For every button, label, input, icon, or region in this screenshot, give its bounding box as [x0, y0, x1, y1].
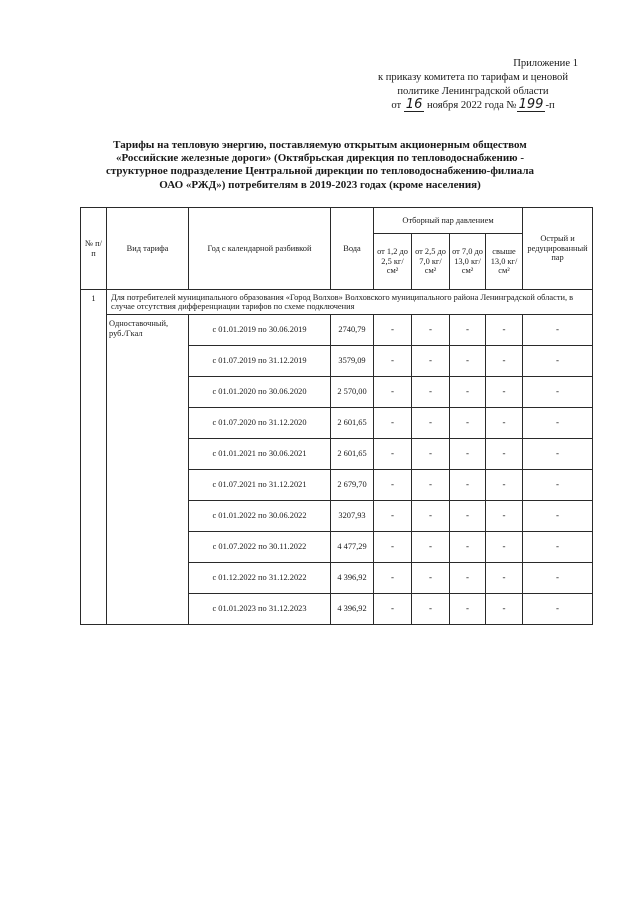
appendix-title: Приложение 1	[513, 58, 578, 69]
period-cell: с 01.12.2022 по 31.12.2022	[189, 563, 331, 594]
steam-1-cell: -	[374, 439, 412, 470]
steam-2-cell: -	[412, 501, 450, 532]
water-cell: 2 601,65	[331, 408, 374, 439]
water-cell: 2740,79	[331, 315, 374, 346]
steam-1-cell: -	[374, 346, 412, 377]
steam-2-cell: -	[412, 563, 450, 594]
tariff-table	[80, 207, 593, 625]
appendix-date-line	[391, 99, 554, 113]
steam-2-cell: -	[412, 594, 450, 625]
steam-1-cell: -	[374, 563, 412, 594]
date-middle: ноября 2022 года №	[427, 100, 517, 111]
steam-4-cell: -	[486, 532, 523, 563]
steam-4-cell: -	[486, 563, 523, 594]
period-cell: с 01.01.2019 по 30.06.2019	[189, 315, 331, 346]
steam-1-cell: -	[374, 594, 412, 625]
appendix-header	[360, 57, 586, 113]
header-steam-3: от 7,0 до 13,0 кг/см²	[450, 234, 486, 290]
steam-4-cell: -	[486, 408, 523, 439]
group-description: Для потребителей муниципального образования «Город Волхов» Волховского муниципального района Ленинградской области, в случае отсутствия дифференциации тарифов по схеме подключения	[107, 290, 593, 315]
steam-4-cell: -	[486, 439, 523, 470]
steam-4-cell: -	[486, 346, 523, 377]
period-cell: с 01.07.2020 по 31.12.2020	[189, 408, 331, 439]
steam-2-cell: -	[412, 408, 450, 439]
water-cell: 4 477,29	[331, 532, 374, 563]
header-num: № п/п	[81, 208, 107, 290]
steam-1-cell: -	[374, 377, 412, 408]
period-cell: с 01.07.2022 по 30.11.2022	[189, 532, 331, 563]
date-prefix: от	[391, 100, 402, 111]
group-number: 1	[81, 290, 107, 625]
water-cell: 2 601,65	[331, 439, 374, 470]
period-cell: с 01.07.2019 по 31.12.2019	[189, 346, 331, 377]
sharp-steam-cell: -	[523, 315, 593, 346]
steam-2-cell: -	[412, 532, 450, 563]
sharp-steam-cell: -	[523, 439, 593, 470]
steam-1-cell: -	[374, 501, 412, 532]
header-steam-group: Отборный пар давлением	[374, 208, 523, 234]
steam-3-cell: -	[450, 439, 486, 470]
steam-2-cell: -	[412, 439, 450, 470]
period-cell: с 01.01.2020 по 30.06.2020	[189, 377, 331, 408]
steam-3-cell: -	[450, 501, 486, 532]
water-cell: 2 679,70	[331, 470, 374, 501]
period-cell: с 01.07.2021 по 31.12.2021	[189, 470, 331, 501]
handwritten-order-number: 199	[518, 97, 544, 112]
period-cell: с 01.01.2021 по 30.06.2021	[189, 439, 331, 470]
sharp-steam-cell: -	[523, 594, 593, 625]
handwritten-day: 16	[405, 97, 423, 112]
steam-2-cell: -	[412, 346, 450, 377]
date-suffix: -п	[545, 100, 555, 111]
steam-3-cell: -	[450, 532, 486, 563]
steam-4-cell: -	[486, 315, 523, 346]
title-line-2: «Российские железные дороги» (Октябрьская дирекция по тепловодоснабжению -	[115, 152, 525, 165]
sharp-steam-cell: -	[523, 470, 593, 501]
sharp-steam-cell: -	[523, 501, 593, 532]
steam-3-cell: -	[450, 315, 486, 346]
header-steam-4: свыше 13,0 кг/см²	[486, 234, 523, 290]
water-cell: 4 396,92	[331, 594, 374, 625]
water-cell: 3207,93	[331, 501, 374, 532]
title-line-3: структурное подразделение Центральной дирекции по тепловодоснабжению-филиала	[105, 165, 535, 178]
appendix-committee: политике Ленинградской области	[397, 86, 549, 97]
sharp-steam-cell: -	[523, 532, 593, 563]
steam-3-cell: -	[450, 594, 486, 625]
water-cell: 4 396,92	[331, 563, 374, 594]
steam-1-cell: -	[374, 408, 412, 439]
document-title	[100, 139, 540, 192]
sharp-steam-cell: -	[523, 377, 593, 408]
steam-1-cell: -	[374, 532, 412, 563]
steam-3-cell: -	[450, 563, 486, 594]
header-steam-1: от 1,2 до 2,5 кг/см²	[374, 234, 412, 290]
tariff-type-cell: Одноставочный, руб./Гкал	[107, 315, 189, 625]
steam-2-cell: -	[412, 315, 450, 346]
steam-1-cell: -	[374, 470, 412, 501]
header-sharp-steam: Острый и редуцированный пар	[523, 208, 593, 290]
period-cell: с 01.01.2023 по 31.12.2023	[189, 594, 331, 625]
title-line-1: Тарифы на тепловую энергию, поставляемую открытым акционерным обществом	[113, 139, 527, 151]
steam-2-cell: -	[412, 377, 450, 408]
header-water: Вода	[331, 208, 374, 290]
sharp-steam-cell: -	[523, 346, 593, 377]
steam-3-cell: -	[450, 408, 486, 439]
water-cell: 3579,09	[331, 346, 374, 377]
steam-4-cell: -	[486, 470, 523, 501]
steam-3-cell: -	[450, 377, 486, 408]
steam-1-cell: -	[374, 315, 412, 346]
header-steam-2: от 2,5 до 7,0 кг/см²	[412, 234, 450, 290]
period-cell: с 01.01.2022 по 30.06.2022	[189, 501, 331, 532]
steam-3-cell: -	[450, 470, 486, 501]
sharp-steam-cell: -	[523, 563, 593, 594]
appendix-order-ref: к приказу комитета по тарифам и ценовой	[377, 72, 569, 83]
header-tariff-type: Вид тарифа	[107, 208, 189, 290]
steam-4-cell: -	[486, 377, 523, 408]
sharp-steam-cell: -	[523, 408, 593, 439]
steam-4-cell: -	[486, 501, 523, 532]
steam-3-cell: -	[450, 346, 486, 377]
title-line-4: ОАО «РЖД») потребителям в 2019-2023 годах (кроме населения)	[159, 178, 481, 191]
water-cell: 2 570,00	[331, 377, 374, 408]
header-year-breakdown: Год с календарной разбивкой	[189, 208, 331, 290]
steam-4-cell: -	[486, 594, 523, 625]
steam-2-cell: -	[412, 470, 450, 501]
